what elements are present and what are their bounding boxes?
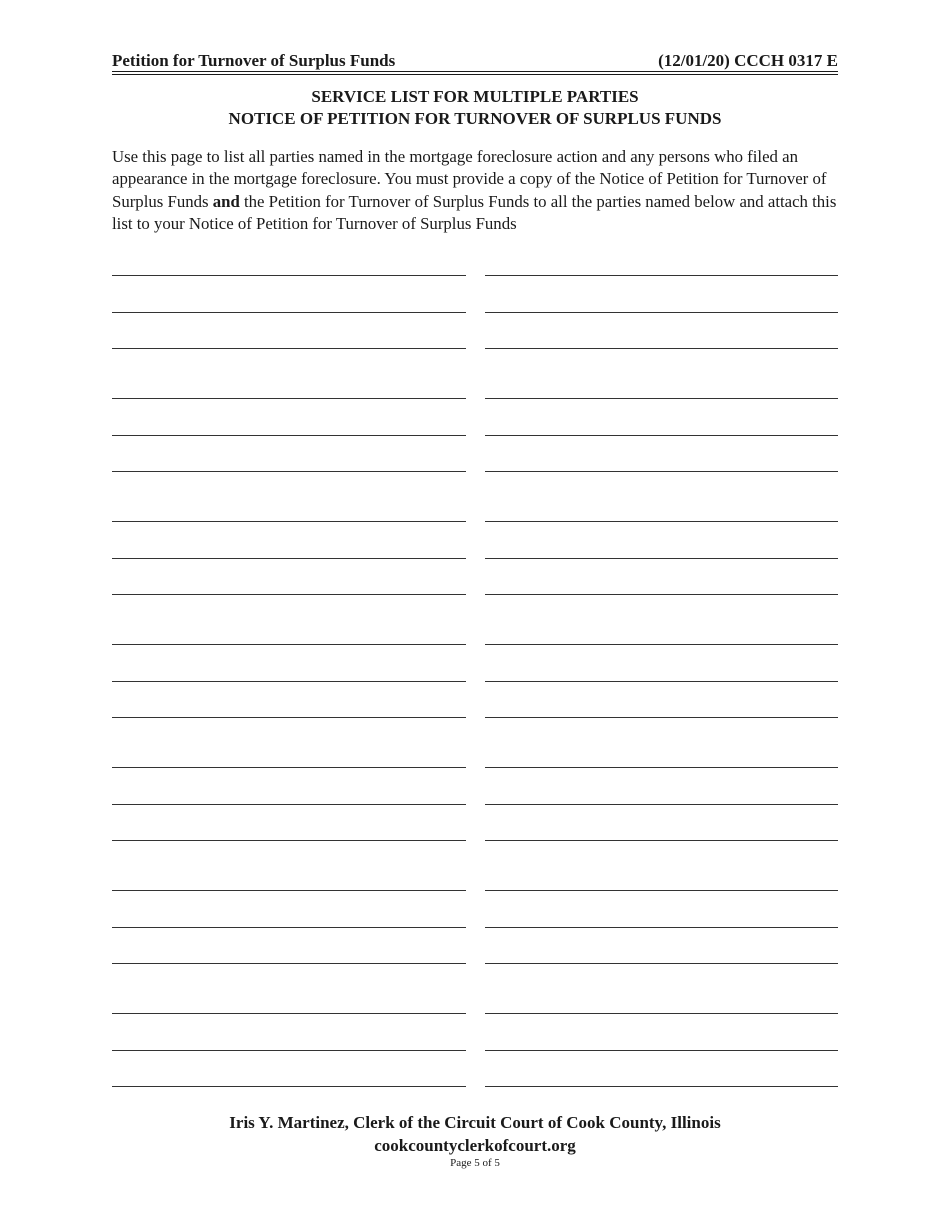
instructions-paragraph — [112, 146, 842, 236]
party-11-line-1[interactable] — [112, 890, 466, 891]
party-5-line-3[interactable] — [112, 594, 466, 595]
party-12-line-3[interactable] — [485, 963, 838, 964]
party-11-line-3[interactable] — [112, 963, 466, 964]
page-footer — [0, 1111, 950, 1169]
header-rule-bottom — [112, 74, 838, 75]
party-4-line-1[interactable] — [485, 398, 838, 399]
party-7-line-3[interactable] — [112, 717, 466, 718]
party-14-line-3[interactable] — [485, 1086, 838, 1087]
party-6-line-3[interactable] — [485, 594, 838, 595]
party-4-line-3[interactable] — [485, 471, 838, 472]
page-header — [112, 51, 838, 71]
page-title — [112, 86, 838, 130]
party-8-line-2[interactable] — [485, 681, 838, 682]
instructions-bold-and: and — [212, 191, 240, 211]
party-10-line-2[interactable] — [485, 804, 838, 805]
party-13-line-3[interactable] — [112, 1086, 466, 1087]
instructions-text-2: the Petition for Turnover of Surplus Funds to all the parties named below and attach this list to your Notice of Petition for Turnover of Surplus Funds — [112, 191, 837, 234]
instructions-text-1: Use this page to list all parties named in the mortgage foreclosure action and any persons who filed an appearance in the mortgage foreclosure. You must provide a copy of the Notice of Petition for Turnover of Surplus Funds — [112, 147, 827, 211]
party-14-line-2[interactable] — [485, 1050, 838, 1051]
party-3-line-3[interactable] — [112, 471, 466, 472]
party-7-line-1[interactable] — [112, 644, 466, 645]
party-1-line-3[interactable] — [112, 348, 466, 349]
party-14-line-1[interactable] — [485, 1013, 838, 1014]
party-10-line-1[interactable] — [485, 767, 838, 768]
party-13-line-1[interactable] — [112, 1013, 466, 1014]
party-2-line-3[interactable] — [485, 348, 838, 349]
party-5-line-1[interactable] — [112, 521, 466, 522]
party-10-line-3[interactable] — [485, 840, 838, 841]
party-8-line-3[interactable] — [485, 717, 838, 718]
title-line-1: SERVICE LIST FOR MULTIPLE PARTIES — [311, 87, 639, 106]
party-12-line-1[interactable] — [485, 890, 838, 891]
party-1-line-2[interactable] — [112, 312, 466, 313]
title-line-2: NOTICE OF PETITION FOR TURNOVER OF SURPLUS FUNDS — [228, 109, 722, 128]
party-12-line-2[interactable] — [485, 927, 838, 928]
party-7-line-2[interactable] — [112, 681, 466, 682]
party-9-line-1[interactable] — [112, 767, 466, 768]
party-4-line-2[interactable] — [485, 435, 838, 436]
party-3-line-2[interactable] — [112, 435, 466, 436]
party-9-line-2[interactable] — [112, 804, 466, 805]
party-5-line-2[interactable] — [112, 558, 466, 559]
party-2-line-1[interactable] — [485, 275, 838, 276]
party-9-line-3[interactable] — [112, 840, 466, 841]
party-6-line-1[interactable] — [485, 521, 838, 522]
form-title: Petition for Turnover of Surplus Funds — [112, 51, 396, 70]
party-13-line-2[interactable] — [112, 1050, 466, 1051]
party-8-line-1[interactable] — [485, 644, 838, 645]
clerk-website: cookcountyclerkofcourt.org — [374, 1136, 576, 1155]
clerk-name: Iris Y. Martinez, Clerk of the Circuit Court of Cook County, Illinois — [229, 1113, 721, 1132]
party-1-line-1[interactable] — [112, 275, 466, 276]
party-6-line-2[interactable] — [485, 558, 838, 559]
party-2-line-2[interactable] — [485, 312, 838, 313]
party-11-line-2[interactable] — [112, 927, 466, 928]
party-3-line-1[interactable] — [112, 398, 466, 399]
header-rule-top — [112, 71, 838, 72]
page-number: Page 5 of 5 — [450, 1157, 500, 1169]
form-code: (12/01/20) CCCH 0317 E — [658, 51, 838, 70]
